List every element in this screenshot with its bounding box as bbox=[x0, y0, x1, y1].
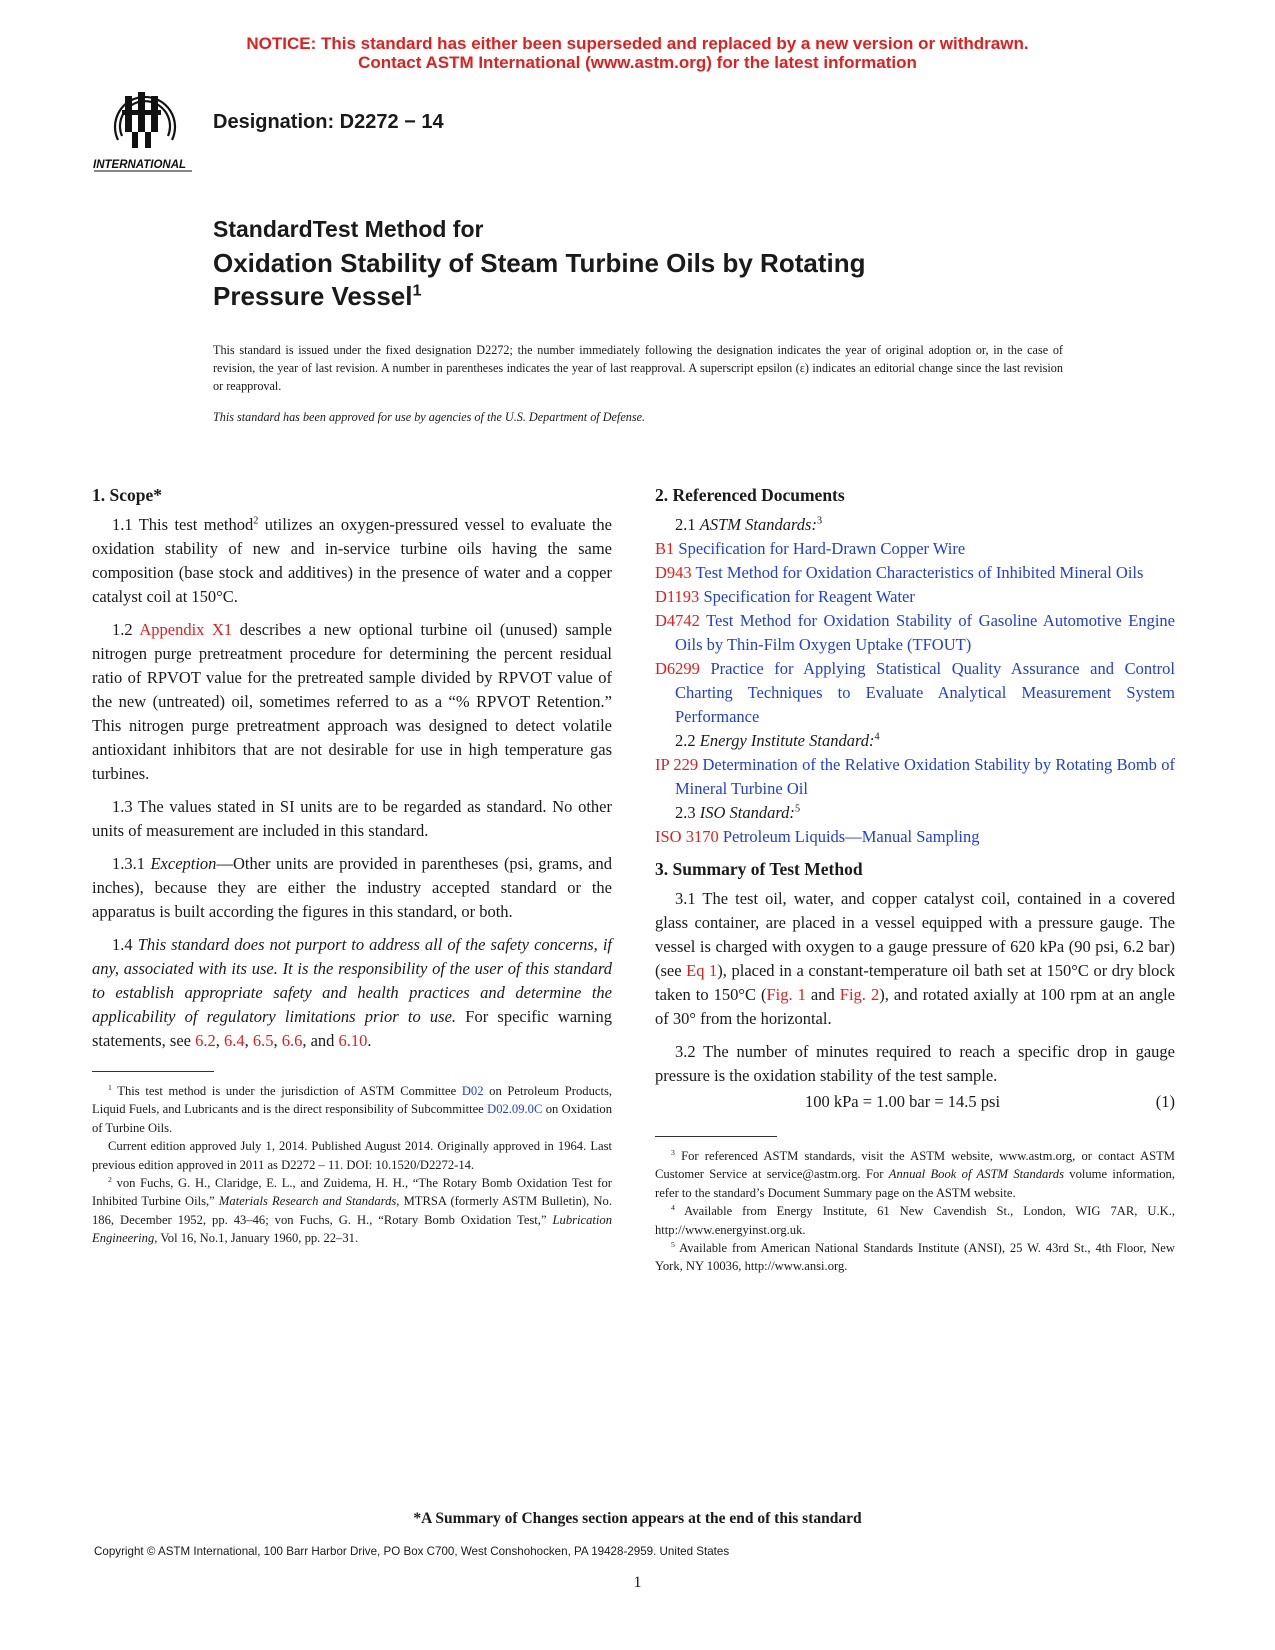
p31-text-a: 3.1 The test oil, water, and copper catalyst coil, contained in a covered glass container, are placed in a vessel equipped with a pressure gauge. The vessel is charged with oxygen to a gauge pressure of 620 kPa (90 psi, 6.2 bar) (see bbox=[655, 889, 1175, 980]
paragraph-1-3-1 bbox=[92, 852, 612, 924]
astm-references-list bbox=[655, 537, 1175, 729]
reference-title-link[interactable]: Practice for Applying Statistical Quality Assurance and Control Charting Techniques to Evaluate Analytical Measurement System Performance bbox=[675, 659, 1175, 726]
fn2-text-a: von Fuchs, G. H., Claridge, E. L., and Zuidema, H. H., “The Rotary Bomb Oxidation Test for Inhibited Turbine Oils,” bbox=[92, 1176, 612, 1209]
fn1-number: 1 bbox=[108, 1082, 112, 1092]
reference-code-link[interactable]: D943 bbox=[655, 563, 692, 582]
paragraph-1-2 bbox=[92, 618, 612, 786]
fn1-text-c: on Oxidation of Turbine Oils. bbox=[92, 1102, 612, 1135]
reference-item bbox=[655, 609, 1175, 657]
fn3-text-a: For referenced ASTM standards, visit the ASTM website, www.astm.org, or contact ASTM Customer Service at service@astm.org. For bbox=[655, 1149, 1175, 1182]
section-2-3-label bbox=[655, 801, 1175, 825]
fn2-number: 2 bbox=[108, 1174, 112, 1184]
equation-1 bbox=[655, 1090, 1175, 1114]
footnote-2 bbox=[92, 1174, 612, 1248]
footnote-ref-3[interactable]: 3 bbox=[816, 515, 823, 527]
scope-heading: 1. Scope* bbox=[92, 485, 162, 505]
committee-d02-link[interactable]: D02 bbox=[461, 1084, 484, 1098]
reference-code-link[interactable]: D6299 bbox=[655, 659, 700, 678]
notice-line-2: Contact ASTM International (www.astm.org) for the latest information bbox=[358, 53, 917, 72]
fn4-number: 4 bbox=[671, 1203, 675, 1213]
reference-title-link[interactable]: Specification for Reagent Water bbox=[699, 587, 915, 606]
p12-text-b: describes a new optional turbine oil (unused) sample nitrogen purge pretreatment procedure for determining the percent residual ratio of RPVOT value for the pretreated sample divided by RPVOT value of the new (untreated) oil, sometimes referred to as a “% RPVOT Retention.” This nitrogen purge pretreatment approach was designed to detect volatile antioxidant inhibitors that are not desirable for use in high temperature gas turbines. bbox=[92, 620, 612, 783]
fig-2-link[interactable]: Fig. 2 bbox=[839, 985, 880, 1004]
reference-title-link[interactable]: Determination of the Relative Oxidation Stability by Rotating Bomb of Mineral Turbine Oil bbox=[675, 755, 1176, 798]
reference-item bbox=[655, 753, 1175, 801]
withdrawal-notice bbox=[0, 34, 1275, 72]
fn2-text-b: , MTRSA (formerly ASTM Bulletin), No. 186, December 1952, pp. 43–46; von Fuchs, G. H., “Rotary Bomb Oxidation Test,” bbox=[92, 1194, 612, 1227]
reference-item bbox=[655, 561, 1175, 585]
p14-text-b: For specific warning statements, see bbox=[92, 1007, 612, 1050]
s22-title: Energy Institute Standard: bbox=[699, 731, 875, 750]
astm-international-logo-icon bbox=[92, 82, 196, 174]
logo-text: INTERNATIONAL bbox=[93, 159, 187, 171]
left-column bbox=[92, 483, 612, 1248]
paragraph-1-4 bbox=[92, 933, 612, 1053]
paragraph-1-3: 1.3 The values stated in SI units are to be regarded as standard. No other units of measurement are included in this standard. bbox=[92, 797, 612, 840]
title-line-3-text: Pressure Vessel bbox=[213, 281, 413, 311]
footnote-4 bbox=[655, 1202, 1175, 1239]
p14-end: . bbox=[367, 1031, 372, 1050]
fn4-text: Available from Energy Institute, 61 New Cavendish St., London, WIG 7AR, U.K., http://www.energyinst.org.uk. bbox=[655, 1204, 1175, 1237]
section-2-2-label bbox=[655, 729, 1175, 753]
right-column bbox=[655, 483, 1175, 1276]
reference-item bbox=[655, 657, 1175, 729]
p131-text-a: 1.3.1 bbox=[112, 854, 151, 873]
document-title bbox=[213, 215, 865, 313]
equation-number: (1) bbox=[1155, 1092, 1175, 1111]
reference-code-link[interactable]: D4742 bbox=[655, 611, 700, 630]
link-6-4[interactable]: 6.4 bbox=[223, 1031, 245, 1050]
reference-code-link[interactable]: B1 bbox=[655, 539, 675, 558]
s23-number: 2.3 bbox=[675, 803, 700, 822]
footnote-ref-2[interactable]: 2 bbox=[253, 515, 259, 527]
section-2-1-label bbox=[655, 513, 1175, 537]
p31-text-c: and bbox=[805, 985, 840, 1004]
link-6-5[interactable]: 6.5 bbox=[252, 1031, 274, 1050]
p31-text-b: ), placed in a constant-temperature oil bath set at 150°C or dry block taken to 150°C ( bbox=[655, 961, 1175, 1004]
fn1-text-b: on Petroleum Products, Liquid Fuels, and Lubricants and is the direct responsibility of Subcommittee bbox=[92, 1084, 613, 1117]
subcommittee-link[interactable]: D02.09.0C bbox=[487, 1102, 543, 1117]
p31-text-d: ), and rotated axially at 100 rpm at an angle of 30° from the horizontal. bbox=[655, 985, 1176, 1028]
fn1-text-a: This test method is under the jurisdiction of ASTM Committee bbox=[111, 1084, 462, 1098]
eq-1-link[interactable]: Eq 1 bbox=[686, 961, 718, 980]
reference-item bbox=[655, 585, 1175, 609]
link-6-2[interactable]: 6.2 bbox=[195, 1031, 216, 1050]
equation-text: 100 kPa = 1.00 bar = 14.5 psi bbox=[805, 1092, 1001, 1111]
fn2-italic-2: Lubrication Engineering bbox=[92, 1212, 612, 1246]
paragraph-1-1 bbox=[92, 513, 612, 609]
paragraph-3-1 bbox=[655, 887, 1175, 1031]
p131-italic: Exception bbox=[150, 854, 217, 873]
ei-references-list bbox=[655, 753, 1175, 801]
summary-of-changes-note: *A Summary of Changes section appears at the end of this standard bbox=[413, 1510, 862, 1527]
reference-title-link[interactable]: Test Method for Oxidation Characteristics of Inhibited Mineral Oils bbox=[691, 563, 1144, 582]
summary-heading: 3. Summary of Test Method bbox=[655, 859, 863, 879]
issued-note: This standard is issued under the fixed designation D2272; the number immediately following the designation indicates the year of original adoption or, in the case of revision, the year of last revision. A number in parentheses indicates the year of last reapproval. A superscript epsilon (ε) indicates an editorial change since the last revision or reapproval. bbox=[213, 343, 1063, 393]
p14-comma-1: , bbox=[215, 1031, 224, 1050]
page-number: 1 bbox=[633, 1574, 642, 1591]
fn2-italic-1: Materials Research and Standards bbox=[218, 1194, 397, 1209]
p11-text-a: 1.1 This test method bbox=[112, 515, 254, 534]
fn5-number: 5 bbox=[671, 1239, 675, 1249]
fn3-number: 3 bbox=[671, 1147, 675, 1157]
footnote-ref-5[interactable]: 5 bbox=[794, 803, 801, 815]
edition-note: Current edition approved July 1, 2014. Published August 2014. Originally approved in 1964. Last previous edition approved in 2011 as D2272 – 11. DOI: 10.1520/D2272-14. bbox=[92, 1139, 612, 1172]
p14-comma-3: , bbox=[273, 1031, 282, 1050]
title-line-3 bbox=[213, 280, 865, 313]
footnote-ref-4[interactable]: 4 bbox=[874, 731, 880, 743]
title-footnote-ref[interactable]: 1 bbox=[412, 281, 422, 300]
spacer bbox=[655, 849, 1175, 857]
p12-text-a: 1.2 bbox=[112, 620, 140, 639]
copyright: Copyright © ASTM International, 100 Barr Harbor Drive, PO Box C700, West Conshohocken, PA 19428-2959. United States bbox=[94, 1545, 730, 1558]
fn5-text: Available from American National Standards Institute (ANSI), 25 W. 43rd St., 4th Floor, New York, NY 10036, http://www.ansi.org. bbox=[655, 1241, 1175, 1274]
reference-item bbox=[655, 825, 1175, 849]
s23-title: ISO Standard: bbox=[699, 803, 795, 822]
reference-title-link[interactable]: Petroleum Liquids—Manual Sampling bbox=[718, 827, 980, 846]
p14-text-a: 1.4 bbox=[112, 935, 138, 954]
footnote-1 bbox=[92, 1082, 612, 1137]
reference-title-link[interactable]: Specification for Hard-Drawn Copper Wire bbox=[674, 539, 966, 558]
notice-line-1: NOTICE: This standard has either been superseded and replaced by a new version or withdrawn. bbox=[246, 34, 1029, 53]
title-line-1: StandardTest Method for bbox=[213, 216, 484, 242]
footnote-divider-right bbox=[655, 1136, 777, 1137]
reference-code-link[interactable]: D1193 bbox=[655, 587, 700, 606]
fn3-text-b: volume information, refer to the standard’s Document Summary page on the ASTM website. bbox=[655, 1167, 1175, 1200]
p14-comma-2: , bbox=[244, 1031, 253, 1050]
title-line-2: Oxidation Stability of Steam Turbine Oils by Rotating bbox=[213, 248, 866, 278]
link-6-6[interactable]: 6.6 bbox=[281, 1031, 303, 1050]
dod-note: This standard has been approved for use by agencies of the U.S. Department of Defense. bbox=[213, 410, 646, 424]
reference-item bbox=[655, 537, 1175, 561]
reference-code-link[interactable]: ISO 3170 bbox=[655, 827, 719, 846]
footnote-5 bbox=[655, 1239, 1175, 1276]
appendix-x1-link[interactable]: Appendix X1 bbox=[139, 620, 233, 639]
referenced-documents-heading: 2. Referenced Documents bbox=[655, 485, 845, 505]
paragraph-3-2: 3.2 The number of minutes required to reach a specific drop in gauge pressure is the oxidation stability of the test sample. bbox=[655, 1042, 1175, 1085]
designation: Designation: D2272 − 14 bbox=[213, 111, 444, 133]
s21-title: ASTM Standards: bbox=[699, 515, 817, 534]
p14-italic: This standard does not purport to address all of the safety concerns, if any, associated with its use. It is the responsibility of the user of this standard to establish appropriate safety and health practices and determine the applicability of regulatory limitations prior to use. bbox=[92, 935, 612, 1026]
link-6-10[interactable]: 6.10 bbox=[338, 1031, 368, 1050]
s21-number: 2.1 bbox=[675, 515, 700, 534]
fn3-italic: Annual Book of ASTM Standards bbox=[888, 1167, 1064, 1182]
s22-number: 2.2 bbox=[675, 731, 700, 750]
reference-title-link[interactable]: Test Method for Oxidation Stability of Gasoline Automotive Engine Oils by Thin-Film Oxygen Uptake (TFOUT) bbox=[675, 611, 1175, 654]
fig-1-link[interactable]: Fig. 1 bbox=[766, 985, 806, 1004]
footnote-divider bbox=[92, 1071, 214, 1072]
iso-references-list bbox=[655, 825, 1175, 849]
p131-text-b: —Other units are provided in parentheses (psi, grams, and inches), because they are either the industry accepted standard or the apparatus is built according the figures in this standard, or both. bbox=[92, 854, 613, 921]
p11-text-b: utilizes an oxygen-pressured vessel to evaluate the oxidation stability of new and in-service turbine oils having the same composition (base stock and additives) in the presence of water and a copper catalyst coil at 150°C. bbox=[92, 515, 612, 606]
p14-and: , and bbox=[302, 1031, 339, 1050]
footnote-3 bbox=[655, 1147, 1175, 1202]
fn2-text-c: , Vol 16, No.1, January 1960, pp. 22–31. bbox=[154, 1231, 359, 1246]
reference-code-link[interactable]: IP 229 bbox=[655, 755, 699, 774]
